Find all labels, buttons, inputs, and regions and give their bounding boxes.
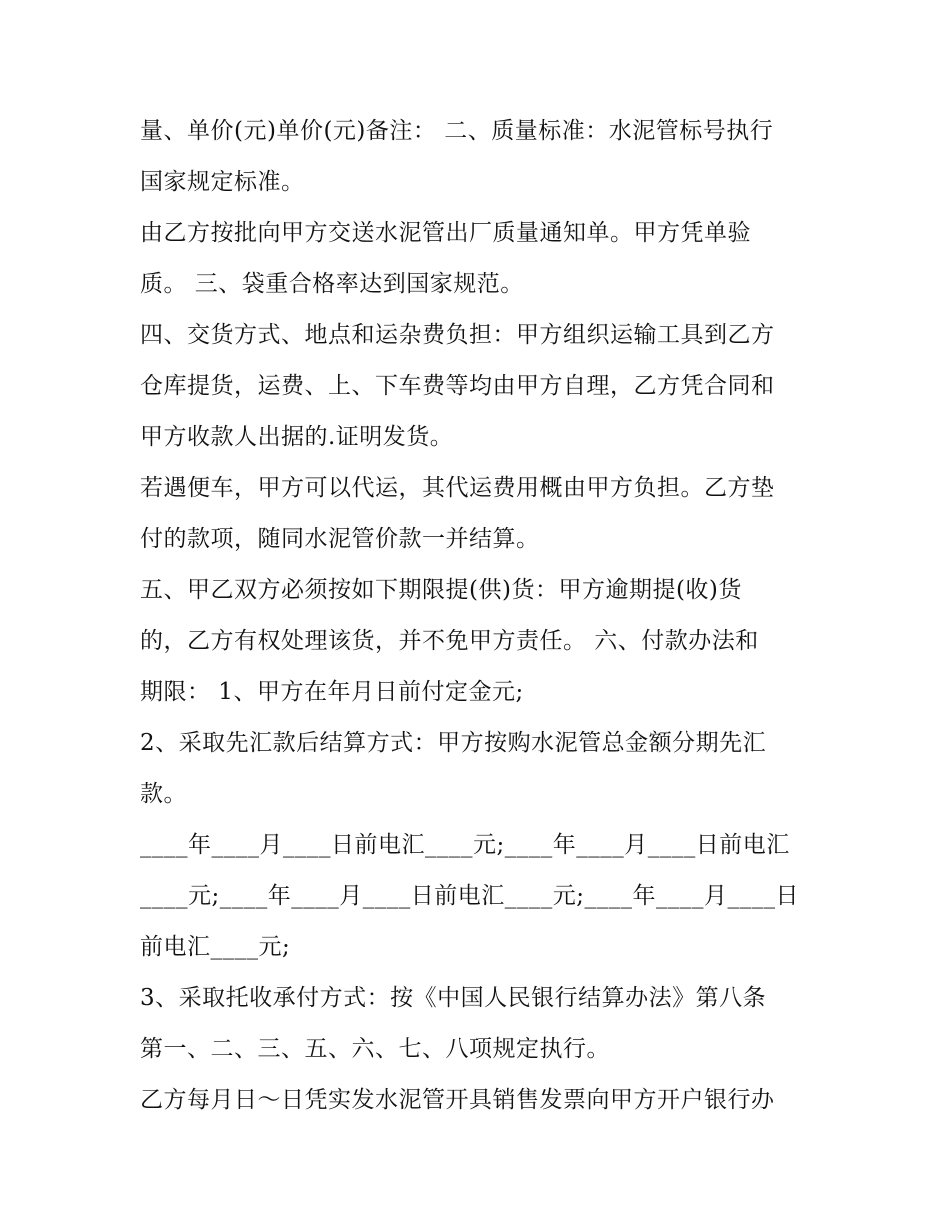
text-line: 质。 三、袋重合格率达到国家规范。 [140,271,524,297]
text-line: 由乙方按批向甲方交送水泥管出厂质量通知单。甲方凭单验 [140,220,751,246]
text-line: ____年____月____日前电汇____元;____年____月____日前电汇 [140,832,790,858]
text-line: ____元;____年____月____日前电汇____元;____年____月____日 [140,883,799,909]
text-line: 2、采取先汇款后结算方式：甲方按购水泥管总金额分期先汇 [140,730,767,756]
text-line: 仓库提货，运费、上、下车费等均由甲方自理，乙方凭合同和 [140,373,775,399]
text-line: 的，乙方有权处理该货，并不免甲方责任。 六、付款办法和 [140,628,759,654]
text-line: 甲方收款人出据的.证明发货。 [140,424,454,450]
text-line: 付的款项，随同水泥管价款一并结算。 [140,526,540,552]
text-line: 期限： 1、甲方在年月日前付定金元; [140,679,524,705]
text-line: 前电汇____元; [140,934,291,960]
text-line: 第一、二、三、五、六、七、八项规定执行。 [140,1036,610,1062]
text-line: 若遇便车，甲方可以代运，其代运费用概由甲方负担。乙方垫 [140,475,775,501]
text-line: 国家规定标准。 [140,169,305,195]
text-line: 乙方每月日～日凭实发水泥管开具销售发票向甲方开户银行办 [140,1087,775,1113]
text-line: 量、单价(元)单价(元)备注： 二、质量标准：水泥管标号执行 [140,118,774,144]
text-line: 3、采取托收承付方式：按《中国人民银行结算办法》第八条 [140,985,767,1011]
text-line: 五、甲乙双方必须按如下期限提(供)货：甲方逾期提(收)货 [140,577,742,603]
text-line: 四、交货方式、地点和运杂费负担：甲方组织运输工具到乙方 [140,322,775,348]
text-line: 款。 [140,781,187,807]
